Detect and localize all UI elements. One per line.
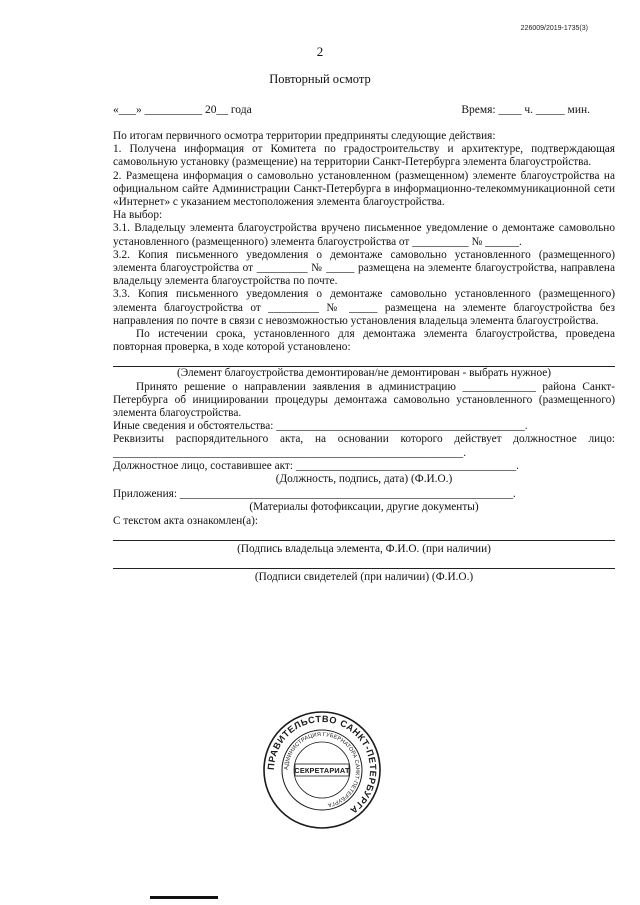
time-field: Время: ____ ч. _____ мин. (461, 104, 590, 116)
recheck-blank-line (113, 354, 615, 367)
stamp-inner-text: АДМИНИСТРАЦИЯ ГУБЕРНАТОРА САНКТ-ПЕТЕРБУРГА (283, 731, 361, 808)
acquainted-label: С текстом акта ознакомлен(а): (113, 514, 259, 527)
other-info-line: Иные сведения и обстоятельства: ____________________________________________. (113, 420, 528, 433)
stamp-outer-text: ПРАВИТЕЛЬСТВО САНКТ-ПЕТЕРБУРГА (265, 713, 379, 816)
stamp-center-text: СЕКРЕТАРИАТ (294, 766, 350, 775)
witness-signature-caption: (Подписи свидетелей (при наличии) (Ф.И.О.) (254, 571, 474, 584)
owner-signature-line (113, 528, 615, 541)
document-registration-number: 226009/2019-1735(3) (520, 25, 588, 32)
witness-signature-line (113, 556, 615, 569)
choice-label: На выбор: (113, 209, 163, 222)
owner-signature-caption: (Подпись владельца элемента, Ф.И.О. (при наличии) (237, 542, 491, 555)
document-title: Повторный осмотр (269, 72, 371, 86)
intro-paragraph: По итогам первичного осмотра территории предприняты следующие действия: (113, 130, 496, 142)
page-number: 2 (316, 44, 324, 59)
item-3-1: 3.1. Владельцу элемента благоустройства вручено письменное уведомление о демонтаже самовольно установленного (размещенного) элемента благоустройства от __________ № ______. (113, 222, 615, 248)
date-field: «___» __________ 20__ года (113, 104, 252, 116)
decision-paragraph: Принято решение о направлении заявления в администрацию _____________ района Санкт-Петербурга об инициировании процедуры демонтажа самовольно установленного (размещенного) элемента благоустройства. (113, 380, 615, 420)
item-2: 2. Размещена информация о самовольно установленном (размещенном) элементе благоустройства на официальном сайте Администрации Санкт-Петербурга в информационно-телекоммуникационной сети «Интернет» с указанием местоположения элемента благоустройства. (113, 169, 615, 209)
attachments-caption: (Материалы фотофиксации, другие документы) (249, 501, 479, 514)
attachments-line: Приложения: ___________________________________________________________. (113, 488, 516, 501)
official-caption: (Должность, подпись, дата) (Ф.И.О.) (275, 473, 453, 486)
document-body (113, 130, 615, 584)
bottom-divider (150, 896, 218, 899)
item-1: 1. Получена информация от Комитета по градостроительству и архитектуре, подтверждающая самовольную установку (размещение) на территории Санкт-Петербурга элемента благоустройства. (113, 143, 615, 169)
official-line: Должностное лицо, составившее акт: _______________________________________. (113, 459, 519, 472)
requisites-line: Реквизиты распорядительного акта, на основании которого действует должностное лицо: ______________________________________________________________. (113, 433, 615, 459)
recheck-paragraph: По истечении срока, установленного для демонтажа элемента благоустройства, проведена повторная проверка, в ходе которой установлено: (113, 328, 615, 354)
official-stamp-seal (262, 710, 382, 830)
dismantled-caption: (Элемент благоустройства демонтирован/не демонтирован - выбрать нужное) (176, 367, 552, 380)
item-3-3: 3.3. Копия письменного уведомления о демонтаже самовольно установленного (размещенного) элемента благоустройства от _________ № _____ размещена на элементе благоустройства без направления по почте в связи с невозможностью установления владельца элемента благоустройства. (113, 288, 615, 327)
item-3-2: 3.2. Копия письменного уведомления о демонтаже самовольно установленного (размещенного) элемента благоустройства от _________ № _____ размещена на элементе благоустройства, направлена владельцу элемента благоустройства по почте. (113, 248, 615, 288)
